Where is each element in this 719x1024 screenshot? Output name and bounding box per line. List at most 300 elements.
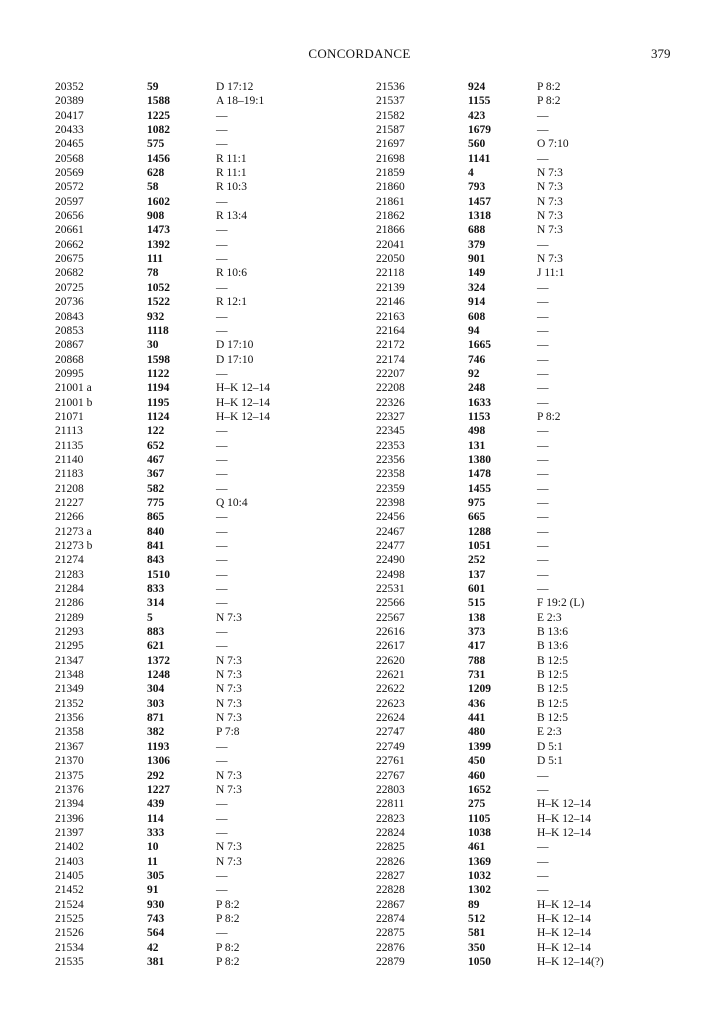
inventory-number: 21295 bbox=[55, 640, 84, 653]
concordance-row bbox=[55, 281, 375, 295]
concordance-row bbox=[55, 711, 375, 725]
reference: — bbox=[537, 367, 549, 380]
inventory-number: 22616 bbox=[376, 626, 405, 639]
catalogue-number: 608 bbox=[468, 310, 486, 323]
inventory-number: 20725 bbox=[55, 281, 84, 294]
inventory-number: 21140 bbox=[55, 453, 84, 466]
reference: N 7:3 bbox=[537, 224, 563, 237]
concordance-row bbox=[376, 410, 696, 424]
inventory-number: 22174 bbox=[376, 353, 405, 366]
reference: — bbox=[216, 884, 228, 897]
concordance-row bbox=[376, 396, 696, 410]
concordance-row bbox=[376, 654, 696, 668]
concordance-row bbox=[376, 625, 696, 639]
catalogue-number: 1372 bbox=[147, 654, 170, 667]
reference: H–K 12–14 bbox=[537, 927, 591, 940]
reference: — bbox=[216, 568, 228, 581]
concordance-row bbox=[55, 252, 375, 266]
concordance-row bbox=[376, 668, 696, 682]
inventory-number: 21587 bbox=[376, 124, 405, 137]
concordance-row bbox=[376, 166, 696, 180]
inventory-number: 21273 b bbox=[55, 540, 93, 552]
inventory-number: 21349 bbox=[55, 683, 84, 696]
inventory-number: 21405 bbox=[55, 869, 84, 882]
inventory-number: 22139 bbox=[376, 281, 405, 294]
catalogue-number: 367 bbox=[147, 468, 165, 481]
catalogue-number: 841 bbox=[147, 540, 165, 552]
concordance-row bbox=[376, 467, 696, 481]
reference: — bbox=[216, 740, 228, 753]
concordance-row bbox=[376, 137, 696, 151]
concordance-column-left bbox=[55, 80, 375, 969]
inventory-number: 21524 bbox=[55, 898, 84, 911]
inventory-number: 21698 bbox=[376, 152, 405, 165]
catalogue-number: 865 bbox=[147, 511, 165, 524]
concordance-row bbox=[376, 525, 696, 539]
catalogue-number: 1118 bbox=[147, 324, 169, 337]
concordance-row bbox=[55, 611, 375, 625]
catalogue-number: 601 bbox=[468, 583, 486, 596]
catalogue-number: 1082 bbox=[147, 124, 170, 137]
reference: — bbox=[216, 927, 228, 940]
concordance-row bbox=[55, 797, 375, 811]
reference: H–K 12–14 bbox=[537, 941, 591, 954]
concordance-row bbox=[376, 123, 696, 137]
reference: — bbox=[216, 640, 228, 653]
inventory-number: 21582 bbox=[376, 109, 405, 122]
inventory-number: 22827 bbox=[376, 869, 405, 882]
catalogue-number: 30 bbox=[147, 339, 159, 352]
reference: — bbox=[537, 540, 549, 552]
page-title: CONCORDANCE bbox=[308, 46, 411, 61]
concordance-row bbox=[376, 840, 696, 854]
reference: — bbox=[537, 382, 549, 395]
concordance-row bbox=[376, 94, 696, 108]
reference: — bbox=[537, 238, 549, 251]
concordance-row bbox=[55, 238, 375, 252]
inventory-number: 20433 bbox=[55, 124, 84, 137]
catalogue-number: 1248 bbox=[147, 669, 170, 682]
concordance-row bbox=[376, 697, 696, 711]
reference: P 8:2 bbox=[216, 898, 240, 911]
catalogue-number: 439 bbox=[147, 798, 165, 811]
inventory-number: 22498 bbox=[376, 568, 405, 581]
catalogue-number: 1456 bbox=[147, 152, 170, 165]
catalogue-number: 1392 bbox=[147, 238, 170, 251]
inventory-number: 22826 bbox=[376, 855, 405, 868]
reference: N 7:3 bbox=[537, 253, 563, 266]
concordance-row bbox=[55, 568, 375, 582]
reference: P 8:2 bbox=[216, 941, 240, 954]
inventory-number: 20867 bbox=[55, 339, 84, 352]
reference: — bbox=[537, 525, 549, 538]
reference: B 13:6 bbox=[537, 626, 568, 639]
inventory-number: 20682 bbox=[55, 267, 84, 280]
inventory-number: 21397 bbox=[55, 826, 84, 839]
catalogue-number: 582 bbox=[147, 482, 165, 495]
catalogue-number: 1369 bbox=[468, 855, 491, 868]
concordance-row bbox=[55, 152, 375, 166]
reference: — bbox=[216, 310, 228, 323]
concordance-row bbox=[55, 654, 375, 668]
concordance-row bbox=[376, 941, 696, 955]
inventory-number: 21283 bbox=[55, 568, 84, 581]
reference: — bbox=[216, 597, 228, 610]
reference: H–K 12–14 bbox=[216, 396, 270, 409]
catalogue-number: 114 bbox=[147, 812, 164, 825]
inventory-number: 20597 bbox=[55, 195, 84, 208]
catalogue-number: 1473 bbox=[147, 224, 170, 237]
inventory-number: 22164 bbox=[376, 324, 405, 337]
reference: — bbox=[537, 769, 549, 782]
reference: — bbox=[216, 324, 228, 337]
reference: — bbox=[216, 195, 228, 208]
catalogue-number: 975 bbox=[468, 496, 486, 509]
catalogue-number: 1602 bbox=[147, 195, 170, 208]
reference: — bbox=[216, 755, 228, 768]
concordance-row bbox=[55, 553, 375, 567]
catalogue-number: 775 bbox=[147, 496, 165, 509]
concordance-row bbox=[55, 826, 375, 840]
reference: N 7:3 bbox=[216, 654, 242, 667]
catalogue-number: 688 bbox=[468, 224, 486, 237]
catalogue-number: 628 bbox=[147, 167, 165, 180]
concordance-row bbox=[55, 180, 375, 194]
inventory-number: 21356 bbox=[55, 712, 84, 725]
inventory-number: 22163 bbox=[376, 310, 405, 323]
concordance-row bbox=[55, 883, 375, 897]
inventory-number: 21697 bbox=[376, 138, 405, 151]
inventory-number: 21347 bbox=[55, 654, 84, 667]
reference: O 7:10 bbox=[537, 138, 569, 151]
catalogue-number: 450 bbox=[468, 755, 486, 768]
reference: — bbox=[216, 138, 228, 151]
reference: — bbox=[537, 296, 549, 309]
inventory-number: 22621 bbox=[376, 669, 405, 682]
catalogue-number: 1153 bbox=[468, 410, 491, 423]
inventory-number: 21860 bbox=[376, 181, 405, 194]
concordance-row bbox=[55, 137, 375, 151]
inventory-number: 22326 bbox=[376, 396, 405, 409]
concordance-row bbox=[376, 926, 696, 940]
inventory-number: 21526 bbox=[55, 927, 84, 940]
inventory-number: 22825 bbox=[376, 841, 405, 854]
catalogue-number: 461 bbox=[468, 841, 486, 854]
concordance-row bbox=[376, 725, 696, 739]
reference: — bbox=[216, 511, 228, 524]
concordance-row bbox=[55, 740, 375, 754]
inventory-number: 21402 bbox=[55, 841, 84, 854]
reference: — bbox=[216, 238, 228, 251]
inventory-number: 22623 bbox=[376, 697, 405, 710]
inventory-number: 22617 bbox=[376, 640, 405, 653]
catalogue-number: 1038 bbox=[468, 826, 491, 839]
reference: A 18–19:1 bbox=[216, 95, 265, 108]
catalogue-number: 138 bbox=[468, 611, 486, 624]
catalogue-number: 59 bbox=[147, 81, 159, 93]
reference: B 12:5 bbox=[537, 697, 568, 710]
concordance-row bbox=[55, 912, 375, 926]
reference: — bbox=[216, 869, 228, 882]
inventory-number: 22456 bbox=[376, 511, 405, 524]
concordance-row bbox=[376, 353, 696, 367]
catalogue-number: 1302 bbox=[468, 884, 491, 897]
reference: — bbox=[537, 281, 549, 294]
concordance-row bbox=[376, 955, 696, 969]
concordance-row bbox=[376, 80, 696, 94]
concordance-row bbox=[376, 295, 696, 309]
catalogue-number: 1193 bbox=[147, 740, 170, 753]
catalogue-number: 652 bbox=[147, 439, 165, 452]
catalogue-number: 1510 bbox=[147, 568, 170, 581]
concordance-row bbox=[376, 568, 696, 582]
inventory-number: 22567 bbox=[376, 611, 405, 624]
reference: H–K 12–14 bbox=[537, 898, 591, 911]
inventory-number: 22345 bbox=[376, 425, 405, 438]
inventory-number: 22359 bbox=[376, 482, 405, 495]
catalogue-number: 1306 bbox=[147, 755, 170, 768]
reference: N 7:3 bbox=[216, 769, 242, 782]
concordance-row bbox=[376, 109, 696, 123]
concordance-row bbox=[376, 453, 696, 467]
reference: — bbox=[537, 511, 549, 524]
inventory-number: 21266 bbox=[55, 511, 84, 524]
catalogue-number: 11 bbox=[147, 855, 158, 868]
reference: Q 10:4 bbox=[216, 496, 248, 509]
reference: — bbox=[216, 482, 228, 495]
reference: N 7:3 bbox=[216, 855, 242, 868]
catalogue-number: 423 bbox=[468, 109, 486, 122]
catalogue-number: 467 bbox=[147, 453, 165, 466]
concordance-row bbox=[376, 381, 696, 395]
concordance-row bbox=[55, 496, 375, 510]
inventory-number: 21286 bbox=[55, 597, 84, 610]
catalogue-number: 1209 bbox=[468, 683, 491, 696]
catalogue-number: 901 bbox=[468, 253, 486, 266]
reference: — bbox=[537, 583, 549, 596]
reference: N 7:3 bbox=[216, 712, 242, 725]
catalogue-number: 621 bbox=[147, 640, 165, 653]
inventory-number: 20572 bbox=[55, 181, 84, 194]
catalogue-number: 1122 bbox=[147, 367, 170, 380]
catalogue-number: 324 bbox=[468, 281, 486, 294]
inventory-number: 22803 bbox=[376, 783, 405, 796]
reference: E 2:3 bbox=[537, 611, 562, 624]
reference: — bbox=[537, 841, 549, 854]
inventory-number: 21352 bbox=[55, 697, 84, 710]
inventory-number: 22622 bbox=[376, 683, 405, 696]
reference: R 13:4 bbox=[216, 210, 247, 223]
concordance-row bbox=[376, 310, 696, 324]
reference: D 5:1 bbox=[537, 755, 563, 768]
concordance-row bbox=[55, 453, 375, 467]
catalogue-number: 480 bbox=[468, 726, 486, 739]
concordance-row bbox=[55, 266, 375, 280]
reference: — bbox=[216, 281, 228, 294]
catalogue-number: 1652 bbox=[468, 783, 491, 796]
reference: — bbox=[216, 812, 228, 825]
reference: — bbox=[537, 884, 549, 897]
reference: N 7:3 bbox=[216, 783, 242, 796]
inventory-number: 22879 bbox=[376, 955, 405, 968]
inventory-number: 21274 bbox=[55, 554, 84, 567]
catalogue-number: 908 bbox=[147, 210, 165, 223]
reference: H–K 12–14 bbox=[537, 812, 591, 825]
reference: — bbox=[537, 396, 549, 409]
catalogue-number: 137 bbox=[468, 568, 486, 581]
inventory-number: 21535 bbox=[55, 955, 84, 968]
inventory-number: 21293 bbox=[55, 626, 84, 639]
reference: — bbox=[537, 482, 549, 495]
catalogue-number: 1105 bbox=[468, 812, 491, 825]
inventory-number: 22356 bbox=[376, 453, 405, 466]
reference: E 2:3 bbox=[537, 726, 562, 739]
reference: — bbox=[216, 109, 228, 122]
catalogue-number: 122 bbox=[147, 425, 165, 438]
catalogue-number: 833 bbox=[147, 583, 165, 596]
catalogue-number: 314 bbox=[147, 597, 165, 610]
catalogue-number: 665 bbox=[468, 511, 486, 524]
catalogue-number: 89 bbox=[468, 898, 480, 911]
reference: — bbox=[537, 310, 549, 323]
inventory-number: 21273 a bbox=[55, 525, 92, 538]
concordance-row bbox=[376, 223, 696, 237]
inventory-number: 22353 bbox=[376, 439, 405, 452]
reference: — bbox=[537, 568, 549, 581]
catalogue-number: 373 bbox=[468, 626, 486, 639]
inventory-number: 20662 bbox=[55, 238, 84, 251]
inventory-number: 21113 bbox=[55, 425, 83, 438]
catalogue-number: 1124 bbox=[147, 410, 170, 423]
reference: R 12:1 bbox=[216, 296, 247, 309]
catalogue-number: 1050 bbox=[468, 955, 491, 968]
concordance-row bbox=[55, 783, 375, 797]
reference: — bbox=[216, 253, 228, 266]
catalogue-number: 333 bbox=[147, 826, 165, 839]
catalogue-number: 78 bbox=[147, 267, 159, 280]
catalogue-number: 149 bbox=[468, 267, 486, 280]
concordance-row bbox=[376, 826, 696, 840]
inventory-number: 21358 bbox=[55, 726, 84, 739]
catalogue-number: 932 bbox=[147, 310, 165, 323]
reference: P 8:2 bbox=[216, 912, 240, 925]
reference: — bbox=[537, 869, 549, 882]
reference: — bbox=[216, 367, 228, 380]
inventory-number: 22358 bbox=[376, 468, 405, 481]
page-number: 379 bbox=[651, 46, 671, 61]
concordance-row bbox=[55, 410, 375, 424]
inventory-number: 22811 bbox=[376, 798, 405, 811]
reference: — bbox=[537, 783, 549, 796]
inventory-number: 21862 bbox=[376, 210, 405, 223]
reference: — bbox=[537, 339, 549, 352]
inventory-number: 20843 bbox=[55, 310, 84, 323]
reference: — bbox=[537, 468, 549, 481]
reference: — bbox=[216, 525, 228, 538]
concordance-row bbox=[55, 424, 375, 438]
inventory-number: 22624 bbox=[376, 712, 405, 725]
inventory-number: 21289 bbox=[55, 611, 84, 624]
concordance-column-right bbox=[376, 80, 696, 969]
inventory-number: 21452 bbox=[55, 884, 84, 897]
catalogue-number: 10 bbox=[147, 841, 159, 854]
reference: B 13:6 bbox=[537, 640, 568, 653]
inventory-number: 20675 bbox=[55, 253, 84, 266]
catalogue-number: 252 bbox=[468, 554, 486, 567]
concordance-row bbox=[55, 396, 375, 410]
inventory-number: 22867 bbox=[376, 898, 405, 911]
concordance-row bbox=[55, 209, 375, 223]
catalogue-number: 460 bbox=[468, 769, 486, 782]
catalogue-number: 42 bbox=[147, 941, 159, 954]
reference: N 7:3 bbox=[216, 697, 242, 710]
catalogue-number: 1457 bbox=[468, 195, 491, 208]
catalogue-number: 1225 bbox=[147, 109, 170, 122]
inventory-number: 21403 bbox=[55, 855, 84, 868]
concordance-row bbox=[55, 353, 375, 367]
concordance-row bbox=[55, 195, 375, 209]
catalogue-number: 379 bbox=[468, 238, 486, 251]
inventory-number: 21396 bbox=[55, 812, 84, 825]
catalogue-number: 731 bbox=[468, 669, 486, 682]
concordance-row bbox=[55, 367, 375, 381]
reference: — bbox=[537, 109, 549, 122]
reference: N 7:3 bbox=[537, 210, 563, 223]
inventory-number: 21859 bbox=[376, 167, 405, 180]
reference: — bbox=[537, 152, 549, 165]
catalogue-number: 1478 bbox=[468, 468, 491, 481]
reference: — bbox=[216, 453, 228, 466]
concordance-row bbox=[376, 252, 696, 266]
catalogue-number: 1380 bbox=[468, 453, 491, 466]
inventory-number: 22041 bbox=[376, 238, 405, 251]
concordance-row bbox=[55, 295, 375, 309]
concordance-row bbox=[55, 582, 375, 596]
concordance-row bbox=[55, 754, 375, 768]
concordance-row bbox=[376, 611, 696, 625]
reference: — bbox=[216, 124, 228, 137]
concordance-row bbox=[376, 553, 696, 567]
reference: P 8:2 bbox=[537, 410, 561, 423]
catalogue-number: 843 bbox=[147, 554, 165, 567]
inventory-number: 21375 bbox=[55, 769, 84, 782]
concordance-row bbox=[376, 797, 696, 811]
catalogue-number: 560 bbox=[468, 138, 486, 151]
concordance-row bbox=[55, 510, 375, 524]
inventory-number: 22761 bbox=[376, 755, 405, 768]
inventory-number: 21348 bbox=[55, 669, 84, 682]
catalogue-number: 382 bbox=[147, 726, 165, 739]
concordance-row bbox=[376, 367, 696, 381]
reference: H–K 12–14 bbox=[216, 382, 270, 395]
concordance-row bbox=[55, 324, 375, 338]
catalogue-number: 924 bbox=[468, 81, 486, 93]
reference: B 12:5 bbox=[537, 654, 568, 667]
inventory-number: 20995 bbox=[55, 367, 84, 380]
reference: N 7:3 bbox=[537, 167, 563, 180]
concordance-row bbox=[376, 324, 696, 338]
reference: — bbox=[216, 583, 228, 596]
inventory-number: 21367 bbox=[55, 740, 84, 753]
concordance-row bbox=[376, 195, 696, 209]
catalogue-number: 743 bbox=[147, 912, 165, 925]
inventory-number: 21208 bbox=[55, 482, 84, 495]
catalogue-number: 4 bbox=[468, 167, 474, 180]
inventory-number: 22876 bbox=[376, 941, 405, 954]
concordance-row bbox=[55, 668, 375, 682]
inventory-number: 21001 b bbox=[55, 396, 93, 409]
catalogue-number: 292 bbox=[147, 769, 165, 782]
